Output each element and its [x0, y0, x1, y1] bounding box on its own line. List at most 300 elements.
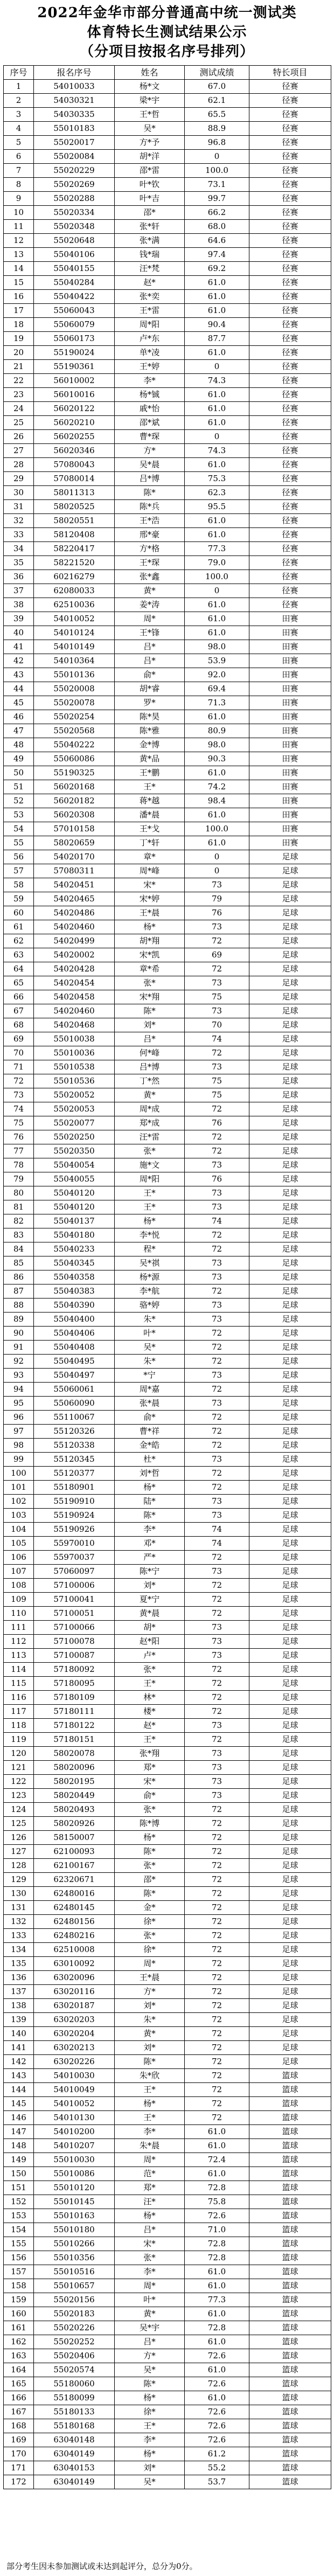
cell-score: 55.2 [185, 2461, 249, 2475]
table-row [4, 990, 331, 1004]
table-row [4, 1831, 331, 1845]
cell-event: 足球 [249, 1663, 331, 1677]
cell-event: 径赛 [249, 206, 331, 220]
cell-score: 75 [185, 990, 249, 1004]
table-row [4, 2461, 331, 2475]
table-row [4, 1341, 331, 1355]
cell-registration-no: 57080311 [34, 864, 115, 878]
cell-index: 141 [4, 2041, 34, 2055]
cell-index: 13 [4, 248, 34, 262]
cell-registration-no: 55060079 [34, 318, 115, 332]
cell-event: 足球 [249, 1481, 331, 1495]
cell-event: 足球 [249, 1635, 331, 1649]
cell-score: 61.0 [185, 388, 249, 402]
cell-name: 章* [115, 850, 185, 864]
cell-event: 足球 [249, 1018, 331, 1032]
cell-event: 足球 [249, 1565, 331, 1579]
cell-index: 45 [4, 696, 34, 710]
cell-event: 足球 [249, 1789, 331, 1803]
cell-registration-no: 58020659 [34, 836, 115, 850]
cell-name: 刘*哲 [115, 1467, 185, 1481]
cell-registration-no: 57180122 [34, 1719, 115, 1733]
cell-name: 张* [115, 1859, 185, 1873]
cell-registration-no: 55040406 [34, 1327, 115, 1341]
cell-registration-no: 55190924 [34, 1509, 115, 1523]
cell-score: 0 [185, 864, 249, 878]
cell-event: 篮球 [249, 2111, 331, 2125]
cell-event: 径赛 [249, 304, 331, 318]
table-row [4, 1060, 331, 1074]
table-row [4, 2391, 331, 2405]
table-row [4, 612, 331, 626]
cell-event: 足球 [249, 1971, 331, 1985]
cell-event: 足球 [249, 2013, 331, 2027]
cell-event: 足球 [249, 1411, 331, 1425]
table-row [4, 766, 331, 780]
cell-score: 72 [185, 2069, 249, 2083]
cell-name: 宋*婷 [115, 892, 185, 906]
cell-event: 足球 [249, 1369, 331, 1383]
cell-index: 68 [4, 1018, 34, 1032]
cell-score: 73.1 [185, 178, 249, 192]
table-row [4, 584, 331, 598]
cell-score: 61.2 [185, 2447, 249, 2461]
cell-score: 70 [185, 1018, 249, 1032]
cell-event: 径赛 [249, 290, 331, 304]
table-row [4, 1383, 331, 1397]
cell-index: 70 [4, 1046, 34, 1060]
cell-registration-no: 55020334 [34, 206, 115, 220]
table-row [4, 2013, 331, 2027]
cell-index: 18 [4, 318, 34, 332]
cell-score: 73 [185, 1789, 249, 1803]
cell-registration-no: 55020053 [34, 1102, 115, 1116]
cell-registration-no: 57080014 [34, 472, 115, 486]
cell-registration-no: 58011313 [34, 486, 115, 500]
cell-score: 79.0 [185, 556, 249, 570]
cell-name: 张* [115, 1144, 185, 1158]
table-row [4, 542, 331, 556]
cell-event: 足球 [249, 1873, 331, 1887]
cell-name: 林* [115, 1691, 185, 1705]
cell-index: 144 [4, 2083, 34, 2097]
cell-score: 72.6 [185, 2433, 249, 2447]
cell-event: 足球 [249, 1032, 331, 1046]
cell-event: 径赛 [249, 136, 331, 150]
cell-event: 足球 [249, 1551, 331, 1565]
cell-registration-no: 55020084 [34, 150, 115, 164]
cell-name: 周*阳 [115, 1172, 185, 1186]
table-row [4, 1565, 331, 1579]
cell-score: 76 [185, 1116, 249, 1130]
cell-event: 足球 [249, 1214, 331, 1228]
cell-score: 72 [185, 1102, 249, 1116]
cell-event: 足球 [249, 1130, 331, 1144]
cell-score: 92.0 [185, 668, 249, 682]
cell-name: 卢*东 [115, 332, 185, 346]
cell-event: 足球 [249, 1074, 331, 1088]
cell-event: 田赛 [249, 696, 331, 710]
cell-name: 邵*斌 [115, 416, 185, 430]
cell-score: 72 [185, 1579, 249, 1593]
cell-event: 篮球 [249, 2307, 331, 2321]
cell-score: 72 [185, 2083, 249, 2097]
cell-name: 胡*翔 [115, 934, 185, 948]
cell-index: 131 [4, 1901, 34, 1915]
cell-registration-no: 54020465 [34, 892, 115, 906]
cell-index: 162 [4, 2335, 34, 2349]
cell-event: 足球 [249, 1705, 331, 1719]
table-row [4, 1242, 331, 1256]
cell-name: 吕* [115, 654, 185, 668]
cell-index: 147 [4, 2125, 34, 2139]
cell-event: 足球 [249, 1327, 331, 1341]
cell-event: 篮球 [249, 2349, 331, 2363]
cell-registration-no: 55010030 [34, 2153, 115, 2167]
cell-registration-no: 55970037 [34, 1551, 115, 1565]
cell-registration-no: 57180111 [34, 1705, 115, 1719]
cell-index: 91 [4, 1341, 34, 1355]
cell-event: 足球 [249, 1088, 331, 1102]
cell-score: 72.6 [185, 2349, 249, 2363]
table-row [4, 2097, 331, 2111]
cell-score: 72 [185, 1887, 249, 1901]
cell-event: 足球 [249, 976, 331, 990]
table-row [4, 1873, 331, 1887]
cell-event: 足球 [249, 1831, 331, 1845]
table-row [4, 2293, 331, 2307]
cell-index: 2 [4, 94, 34, 108]
cell-registration-no: 55190325 [34, 766, 115, 780]
cell-event: 足球 [249, 1537, 331, 1551]
cell-score: 72 [185, 1901, 249, 1915]
cell-score: 72 [185, 1705, 249, 1719]
cell-registration-no: 57100087 [34, 1649, 115, 1663]
cell-name: 卢* [115, 1649, 185, 1663]
cell-registration-no: 55040054 [34, 1158, 115, 1172]
cell-index: 31 [4, 500, 34, 514]
table-row [4, 1453, 331, 1467]
cell-index: 108 [4, 1579, 34, 1593]
cell-registration-no: 55010356 [34, 2251, 115, 2265]
cell-event: 径赛 [249, 500, 331, 514]
cell-event: 田赛 [249, 780, 331, 794]
cell-index: 38 [4, 598, 34, 612]
cell-registration-no: 55010538 [34, 1060, 115, 1074]
cell-name: 杨* [115, 1831, 185, 1845]
table-row [4, 1551, 331, 1565]
cell-registration-no: 56020346 [34, 444, 115, 458]
cell-name: 邵*雷 [115, 164, 185, 178]
cell-score: 72 [185, 1383, 249, 1397]
cell-event: 田赛 [249, 752, 331, 766]
cell-index: 34 [4, 542, 34, 556]
cell-index: 151 [4, 2181, 34, 2195]
cell-score: 74.3 [185, 374, 249, 388]
table-row [4, 1116, 331, 1130]
cell-event: 足球 [249, 864, 331, 878]
cell-name: 陈* [115, 1509, 185, 1523]
cell-registration-no: 55040345 [34, 1256, 115, 1270]
cell-score: 61.0 [185, 402, 249, 416]
cell-index: 79 [4, 1172, 34, 1186]
cell-name: 王*雷 [115, 304, 185, 318]
cell-score: 75 [185, 1088, 249, 1102]
cell-registration-no: 54030321 [34, 94, 115, 108]
cell-registration-no: 55020254 [34, 710, 115, 724]
cell-score: 68.0 [185, 220, 249, 234]
cell-score: 73 [185, 1397, 249, 1411]
cell-registration-no: 55020350 [34, 1144, 115, 1158]
cell-registration-no: 57060097 [34, 1565, 115, 1579]
table-row [4, 2447, 331, 2461]
cell-index: 28 [4, 458, 34, 472]
cell-index: 136 [4, 1971, 34, 1985]
cell-name: 胡*睿 [115, 682, 185, 696]
table-row [4, 2307, 331, 2321]
column-header-index: 序号 [4, 66, 34, 80]
cell-score: 72.8 [185, 2181, 249, 2195]
table-row [4, 1649, 331, 1663]
cell-score: 72 [185, 1999, 249, 2013]
table-row [4, 2419, 331, 2433]
cell-registration-no: 55040222 [34, 738, 115, 752]
cell-registration-no: 54020451 [34, 878, 115, 892]
cell-name: 黄*晨 [115, 1607, 185, 1621]
cell-name: 梁*宇 [115, 94, 185, 108]
cell-registration-no: 56020182 [34, 794, 115, 808]
cell-index: 135 [4, 1957, 34, 1971]
cell-event: 足球 [249, 1172, 331, 1186]
cell-score: 73 [185, 1313, 249, 1327]
cell-registration-no: 55010536 [34, 1074, 115, 1088]
table-row [4, 416, 331, 430]
cell-event: 足球 [249, 1158, 331, 1172]
cell-registration-no: 55010036 [34, 1046, 115, 1060]
cell-event: 篮球 [249, 2433, 331, 2447]
cell-name: 金*皓 [115, 1439, 185, 1453]
cell-name: 朱*欣 [115, 2069, 185, 2083]
table-row [4, 1999, 331, 2013]
table-row [4, 1663, 331, 1677]
cell-registration-no: 63020204 [34, 2027, 115, 2041]
table-row [4, 1775, 331, 1789]
cell-event: 足球 [249, 1733, 331, 1747]
cell-score: 73 [185, 1299, 249, 1313]
table-row [4, 1747, 331, 1761]
cell-event: 篮球 [249, 2279, 331, 2293]
cell-event: 足球 [249, 1845, 331, 1859]
table-row [4, 444, 331, 458]
table-row [4, 220, 331, 234]
column-header-score: 测试成绩 [185, 66, 249, 80]
table-row [4, 794, 331, 808]
cell-name: 汪*梵 [115, 262, 185, 276]
cell-name: 胡* [115, 1621, 185, 1635]
cell-name: 张*翔 [115, 1747, 185, 1761]
table-row [4, 934, 331, 948]
cell-index: 117 [4, 1705, 34, 1719]
cell-index: 54 [4, 822, 34, 836]
cell-event: 足球 [249, 1579, 331, 1593]
cell-score: 72 [185, 1551, 249, 1565]
cell-score: 61.0 [185, 2167, 249, 2181]
cell-event: 径赛 [249, 248, 331, 262]
cell-score: 77.3 [185, 2293, 249, 2307]
cell-event: 篮球 [249, 2167, 331, 2181]
cell-event: 足球 [249, 1228, 331, 1242]
cell-index: 43 [4, 668, 34, 682]
cell-event: 足球 [249, 1495, 331, 1509]
cell-name: 严* [115, 1551, 185, 1565]
cell-score: 73 [185, 1453, 249, 1467]
cell-name: 叶*吉 [115, 192, 185, 206]
table-row [4, 2223, 331, 2237]
table-row [4, 1607, 331, 1621]
cell-name: 王* [115, 780, 185, 794]
cell-score: 69.4 [185, 682, 249, 696]
cell-registration-no: 57180151 [34, 1733, 115, 1747]
cell-name: 赵* [115, 276, 185, 290]
cell-event: 篮球 [249, 2391, 331, 2405]
table-row [4, 710, 331, 724]
cell-registration-no: 55060043 [34, 304, 115, 318]
cell-score: 88.9 [185, 122, 249, 136]
cell-score: 72 [185, 1228, 249, 1242]
cell-registration-no: 55020226 [34, 2321, 115, 2335]
cell-event: 径赛 [249, 150, 331, 164]
cell-score: 73 [185, 1649, 249, 1663]
table-row [4, 1439, 331, 1453]
table-row [4, 1046, 331, 1060]
table-row [4, 2209, 331, 2223]
cell-index: 149 [4, 2153, 34, 2167]
cell-registration-no: 55010657 [34, 2279, 115, 2293]
cell-event: 足球 [249, 1761, 331, 1775]
cell-name: 王* [115, 2419, 185, 2433]
table-row [4, 346, 331, 360]
cell-name: 王* [115, 1186, 185, 1200]
cell-registration-no: 56010002 [34, 374, 115, 388]
cell-score: 72 [185, 1481, 249, 1495]
cell-score: 65.5 [185, 108, 249, 122]
cell-score: 73 [185, 1158, 249, 1172]
cell-name: 张* [115, 1803, 185, 1817]
cell-index: 73 [4, 1088, 34, 1102]
cell-registration-no: 63020226 [34, 2055, 115, 2069]
table-row [4, 1691, 331, 1705]
cell-index: 75 [4, 1116, 34, 1130]
cell-index: 72 [4, 1074, 34, 1088]
table-row [4, 80, 331, 94]
cell-name: 方*格 [115, 542, 185, 556]
cell-score: 100.0 [185, 570, 249, 584]
cell-registration-no: 55180901 [34, 1481, 115, 1495]
cell-index: 77 [4, 1144, 34, 1158]
cell-index: 89 [4, 1313, 34, 1327]
cell-score: 61.0 [185, 626, 249, 640]
cell-score: 61.0 [185, 458, 249, 472]
cell-index: 80 [4, 1186, 34, 1200]
cell-name: 朱* [115, 2013, 185, 2027]
cell-score: 80.9 [185, 724, 249, 738]
cell-event: 足球 [249, 878, 331, 892]
cell-index: 133 [4, 1929, 34, 1943]
table-row [4, 920, 331, 934]
cell-registration-no: 55180133 [34, 2405, 115, 2419]
cell-name: 周* [115, 2279, 185, 2293]
cell-name: 陈* [115, 2055, 185, 2069]
table-row [4, 626, 331, 640]
cell-registration-no: 58020078 [34, 1747, 115, 1761]
cell-event: 径赛 [249, 276, 331, 290]
cell-score: 61.0 [185, 276, 249, 290]
table-row [4, 1158, 331, 1172]
cell-name: 王*晨 [115, 906, 185, 920]
cell-index: 111 [4, 1621, 34, 1635]
cell-index: 39 [4, 612, 34, 626]
cell-event: 足球 [249, 1859, 331, 1873]
cell-index: 87 [4, 1284, 34, 1299]
cell-score: 98.4 [185, 794, 249, 808]
cell-index: 33 [4, 528, 34, 542]
cell-score: 72 [185, 2055, 249, 2069]
cell-registration-no: 54020458 [34, 990, 115, 1004]
cell-score: 74.3 [185, 444, 249, 458]
cell-index: 25 [4, 416, 34, 430]
title-line-2: 体育特长生测试结果公示 [87, 24, 247, 40]
table-row [4, 1144, 331, 1158]
cell-score: 73 [185, 1004, 249, 1018]
table-row [4, 2181, 331, 2195]
column-header-event: 特长项目 [249, 66, 331, 80]
table-row [4, 2363, 331, 2377]
cell-index: 156 [4, 2251, 34, 2265]
cell-index: 7 [4, 164, 34, 178]
cell-registration-no: 55040180 [34, 1228, 115, 1242]
cell-index: 138 [4, 1999, 34, 2013]
cell-registration-no: 56020210 [34, 416, 115, 430]
cell-name: 刘* [115, 1579, 185, 1593]
cell-name: 骆*婷 [115, 1299, 185, 1313]
cell-registration-no: 55040137 [34, 1214, 115, 1228]
cell-score: 72 [185, 1873, 249, 1887]
cell-name: 吕* [115, 1032, 185, 1046]
cell-score: 87.7 [185, 332, 249, 346]
cell-score: 72.8 [185, 2321, 249, 2335]
cell-score: 73 [185, 1200, 249, 1214]
table-row [4, 2237, 331, 2251]
table-row [4, 276, 331, 290]
cell-index: 125 [4, 1817, 34, 1831]
cell-score: 53.9 [185, 654, 249, 668]
cell-event: 田赛 [249, 626, 331, 640]
cell-index: 103 [4, 1509, 34, 1523]
cell-score: 72 [185, 1467, 249, 1481]
cell-name: 陈* [115, 2377, 185, 2391]
cell-index: 128 [4, 1859, 34, 1873]
cell-score: 72.6 [185, 2377, 249, 2391]
cell-name: 俞* [115, 1411, 185, 1425]
cell-event: 径赛 [249, 458, 331, 472]
cell-index: 10 [4, 206, 34, 220]
cell-registration-no: 54010207 [34, 2139, 115, 2153]
cell-name: 张*鑫 [115, 570, 185, 584]
cell-index: 12 [4, 234, 34, 248]
cell-name: 陈*雅 [115, 724, 185, 738]
cell-event: 足球 [249, 1887, 331, 1901]
cell-index: 86 [4, 1270, 34, 1284]
